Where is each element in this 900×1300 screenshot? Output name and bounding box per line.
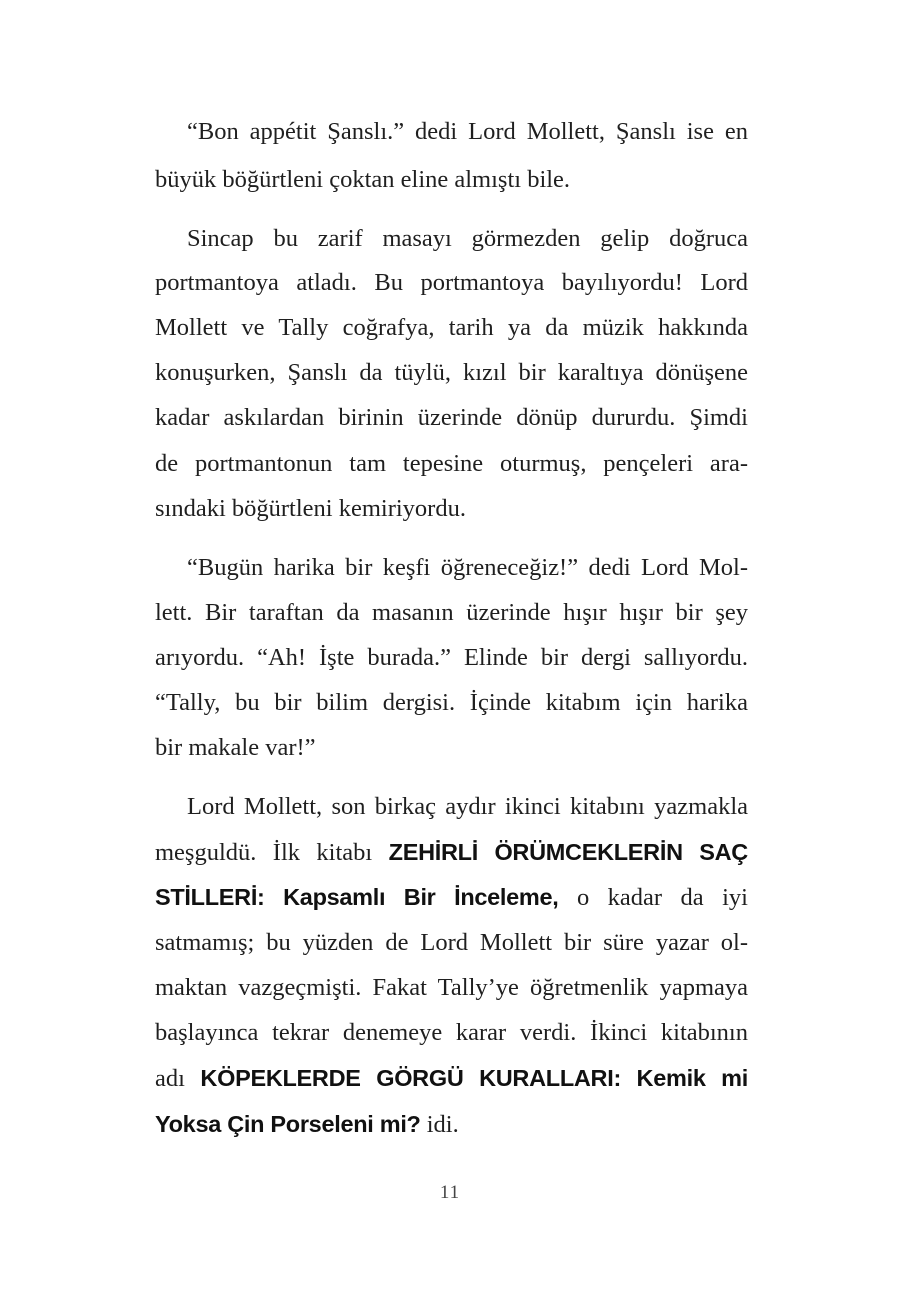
text-line: başlayınca tekrar denemeye karar verdi. İkinci kitabının [155,1019,748,1046]
text-span: o kadar da iyi [558,884,748,911]
text-line: Sincap bu zarif masayı görmezden gelip doğruca [187,225,748,252]
text-line: lett. Bir taraftan da masanın üzerinde hışır hışır bir şey [155,599,748,626]
book-title-1-part-2: STİLLERİ: Kapsamlı Bir İnceleme, [155,884,559,910]
text-span: idi. [420,1111,459,1138]
book-title-1-part-1: ZEHİRLİ ÖRÜMCEKLERİN SAÇ [388,839,748,865]
text-line-with-book-title [155,1104,748,1144]
text-line: Lord Mollett, son birkaç aydır ikinci kitabını yazmakla [187,793,748,820]
text-line: de portmantonun tam tepesine oturmuş, pençeleri ara- [155,450,748,477]
text-line: büyük böğürtleni çoktan eline almıştı bile. [155,166,571,193]
text-line: sındaki böğürtleni kemiriyordu. [155,495,466,522]
text-line-with-book-title [155,1058,748,1098]
text-span: adı [155,1065,201,1092]
text-line: bir makale var!” [155,734,316,761]
text-line-with-book-title [155,877,748,917]
book-title-2-part-1: KÖPEKLERDE GÖRGÜ KURALLARI: Kemik mi [200,1065,748,1091]
text-span: meşguldü. İlk kitabı [155,839,389,866]
text-line: “Bugün harika bir keşfi öğreneceğiz!” dedi Lord Mol- [187,554,748,581]
text-line: kadar askılardan birinin üzerinde dönüp dururdu. Şimdi [155,404,748,431]
text-line: konuşurken, Şanslı da tüylü, kızıl bir karaltıya dönüşene [155,359,748,386]
text-line: portmantoya atladı. Bu portmantoya bayılıyordu! Lord [155,269,748,296]
text-line: maktan vazgeçmişti. Fakat Tally’ye öğretmenlik yapmaya [155,974,748,1001]
text-line: “Bon appétit Şanslı.” dedi Lord Mollett, Şanslı ise en [187,118,748,145]
text-line: arıyordu. “Ah! İşte burada.” Elinde bir dergi sallıyordu. [155,644,748,671]
text-line: “Tally, bu bir bilim dergisi. İçinde kitabım için harika [155,689,748,716]
text-line-with-book-title [155,832,748,872]
book-title-2-part-2: Yoksa Çin Porseleni mi? [155,1111,421,1137]
page-number: 11 [439,1182,461,1203]
text-line: satmamış; bu yüzden de Lord Mollett bir süre yazar ol- [155,929,748,956]
text-line: Mollett ve Tally coğrafya, tarih ya da müzik hakkında [155,314,748,341]
